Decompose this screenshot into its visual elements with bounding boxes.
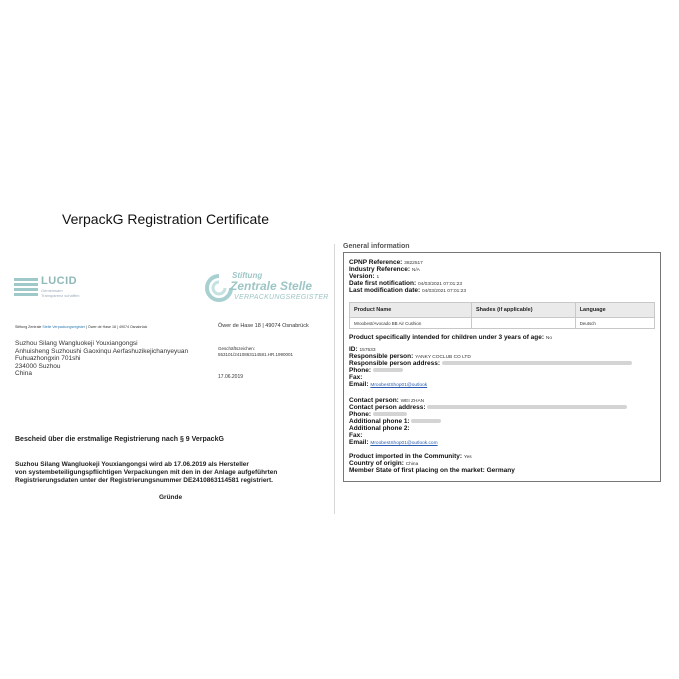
imported-value: Yes [463, 455, 472, 460]
recipient-line: China [15, 370, 32, 377]
email-link[interactable]: MroobestShop01@outlook [370, 383, 428, 388]
recipient-line: Anhuisheng Suzhoushi Gaoxinqu Aerfashuzikejichanyeyuan [15, 347, 189, 355]
cpnp-value: 3822517 [404, 261, 423, 266]
file-ref-value: 553101/2410863114581.HR.1990001 [218, 352, 293, 357]
file-ref-label: Geschäftszeichen: [218, 346, 256, 351]
cell-product-name: Mroobest/Avocado BB Air Cushion [350, 318, 472, 329]
industry-value: N/A [411, 268, 420, 273]
id-value: 157533 [359, 348, 376, 353]
redacted-contact-phone [373, 412, 407, 416]
body-line: von systembeteiligungspflichtigen Verpackungen mit den in der Anlage aufgeführten [15, 468, 278, 476]
stiftung-logo-line2: Zentrale Stelle [230, 279, 313, 293]
recipient-line: Suzhou Silang Wangluokeji Youxiangongsi [15, 340, 138, 347]
col-product-name: Product Name [350, 303, 472, 318]
sender-line [15, 325, 147, 329]
version-value: 1 [376, 275, 380, 280]
industry-row: Industry Reference: N/A [349, 266, 420, 273]
file-reference [218, 346, 293, 358]
redacted-address [442, 361, 632, 365]
fax-row: Fax: [349, 374, 363, 381]
origin-value: China [405, 462, 419, 467]
first-notification-row: Date first notification: 04/03/2021 07:01:23 [349, 280, 462, 287]
lucid-tagline-1: Gemeinsam [41, 288, 63, 293]
contact-person-value: WEI ZHAN [400, 399, 425, 404]
lucid-name: LUCID [41, 275, 78, 287]
recipient-line: 234000 Suzhou [15, 362, 61, 370]
id-row: ID: 157533 [349, 346, 376, 353]
divider [334, 244, 335, 514]
recipient-line: Fuhuazhongxin 701shi [15, 355, 81, 362]
col-language: Language [575, 303, 654, 318]
decision-heading: Bescheid über die erstmalige Registrierung nach § 9 VerpackG [15, 436, 224, 443]
body-line: Registrierungsdaten unter der Registrierungsnummer DE2410863114581 registriert. [15, 476, 273, 484]
additional-phone2-row: Additional phone 2: [349, 425, 410, 432]
certificate-title: VerpackG Registration Certificate [62, 211, 269, 227]
sender-prefix: Stiftung Zentrale [15, 325, 42, 329]
general-info-panel [343, 252, 661, 482]
reasons-heading: Gründe [159, 494, 183, 501]
lucid-stripes-icon [14, 276, 38, 300]
contact-email-link[interactable]: MroobestShop01@outlook.com [370, 441, 438, 446]
decision-body [15, 461, 277, 484]
redacted-additional-phone [411, 419, 441, 423]
member-state-row: Member State of first placing on the market: Germany [349, 467, 515, 474]
responsible-person-value: YANKY COCLUB CO LTD [415, 355, 471, 360]
sender-suffix: | Öwer de Hase 18 | 49074 Osnabrück [86, 325, 148, 329]
sender-address: Öwer de Hase 18 | 49074 Osnabrück [218, 323, 309, 329]
member-state-value: Germany [486, 467, 515, 474]
product-table [349, 302, 655, 329]
responsible-person-row: Responsible person: YANKY COCLUB CO LTD [349, 353, 471, 360]
email-row: Email: MroobestShop01@outlook [349, 381, 428, 388]
stiftung-logo-line3: VERPACKUNGSREGISTER [234, 294, 329, 301]
body-line: Suzhou Silang Wangluokeji Youxiangongsi wird ab 17.06.2019 als Hersteller [15, 461, 249, 468]
general-info-title: General information [343, 243, 410, 250]
product-table-header [350, 303, 655, 318]
col-shades: Shades (if applicable) [472, 303, 576, 318]
stiftung-logo-line1: Stiftung [232, 271, 263, 280]
responsible-address-row: Responsible person address: [349, 360, 632, 367]
children-row: Product specifically intended for children under 3 years of age: No [349, 334, 553, 341]
version-row: Version: 1 [349, 273, 380, 280]
contact-person-row: Contact person: WEI ZHAN [349, 397, 425, 404]
phone-row: Phone: [349, 367, 403, 374]
table-row [350, 318, 655, 329]
origin-row: Country of origin: China [349, 460, 419, 467]
letter-date: 17.06.2019 [218, 374, 244, 380]
children-value: No [545, 336, 553, 341]
recipient-address [15, 340, 188, 378]
contact-address-row: Contact person address: [349, 404, 627, 411]
sender-highlight: Stelle Verpackungsregister [42, 325, 86, 329]
redacted-phone [373, 368, 403, 372]
first-notification-value: 04/03/2021 07:01:23 [417, 282, 462, 287]
contact-phone-row: Phone: [349, 411, 407, 418]
last-modification-value: 04/03/2021 07:01:23 [421, 289, 466, 294]
last-modification-row: Last modification date: 04/03/2021 07:01:23 [349, 287, 466, 294]
cell-shades [472, 318, 576, 329]
cpnp-row: CPNP Reference: 3822517 [349, 259, 423, 266]
contact-fax-row: Fax: [349, 432, 363, 439]
stiftung-logo [204, 271, 334, 307]
additional-phone1-row: Additional phone 1: [349, 418, 441, 425]
imported-row: Product imported in the Community: Yes [349, 453, 472, 460]
cell-language: Deutsch [575, 318, 654, 329]
lucid-tagline-2: Transparenz schaffen [41, 293, 80, 298]
contact-email-row: Email: MroobestShop01@outlook.com [349, 439, 438, 446]
lucid-logo [14, 275, 84, 303]
redacted-contact-address [427, 405, 627, 409]
